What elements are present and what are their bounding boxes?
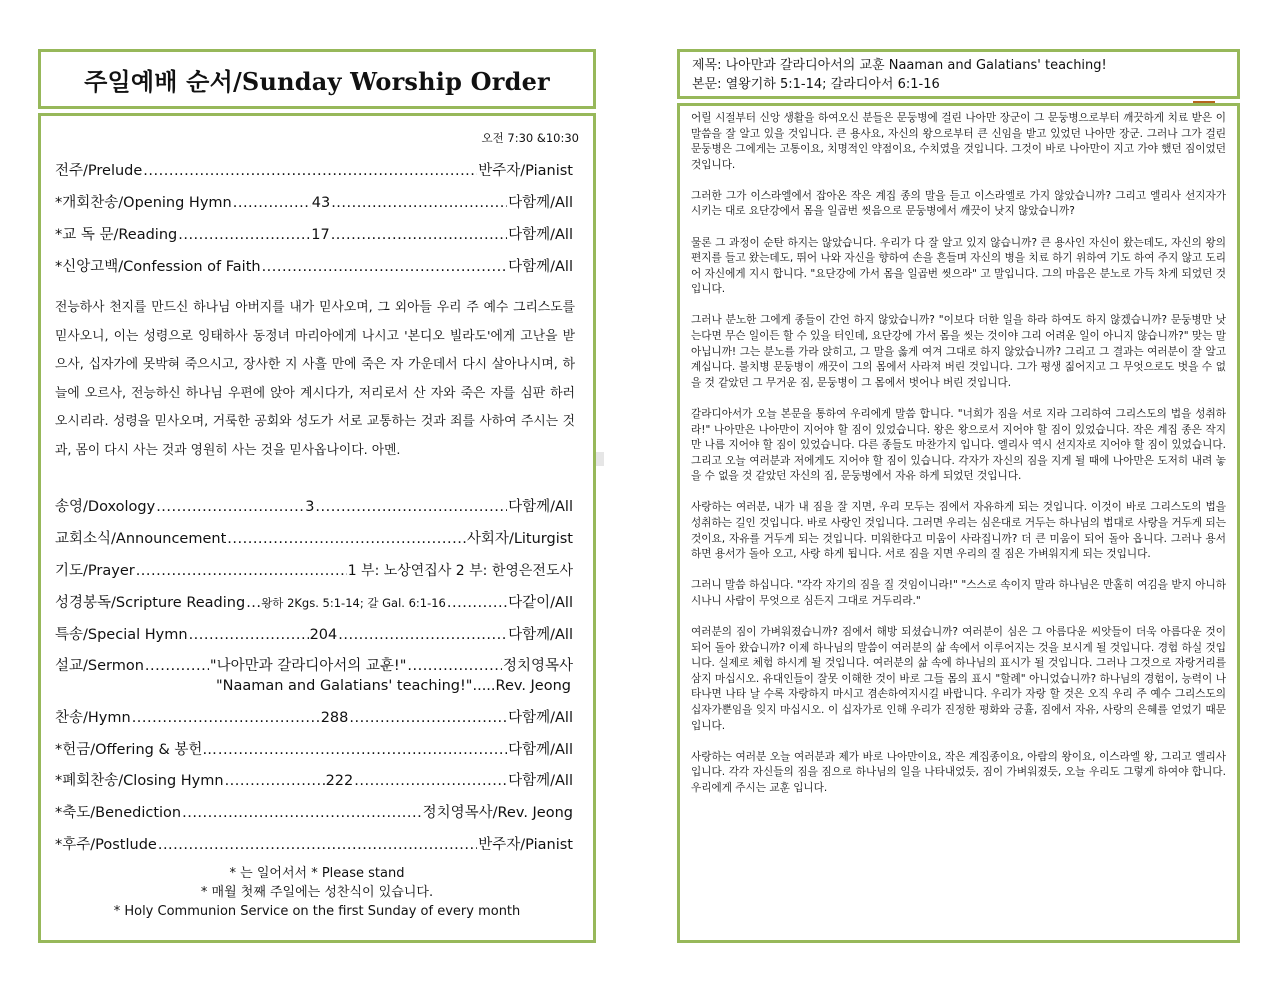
leader-dots <box>132 709 320 727</box>
sermon-title-korean: "나아만과 갈라디아서의 교훈!" <box>209 658 407 674</box>
order-item-scripture: 왕하 2Kgs. 5:1-14; 갈 Gal. 6:1-16 <box>261 596 446 610</box>
leader-dots <box>338 626 507 644</box>
sermon-header-box <box>677 49 1240 99</box>
worship-order-box <box>38 113 596 943</box>
order-item-closing-hymn <box>55 772 573 790</box>
leader-dots <box>182 804 421 822</box>
order-item-leader: 반주자/Pianist <box>478 163 573 179</box>
order-item-opening-hymn <box>55 194 573 212</box>
order-item-sermon <box>55 657 573 675</box>
sermon-paragraph: 그러한 그가 이스라엘에서 잡아온 작은 계집 종의 말을 듣고 이스라엘로 가지 않았습니까? 그리고 엘리사 선지자가 시키는 대로 요단강에서 몸을 일곱번 씻음으로 문둥병에서 깨끗이 낫지 않았습니까? <box>691 189 1226 218</box>
order-item-number: 3 <box>305 499 315 515</box>
order-item-number: 222 <box>325 773 354 789</box>
order-item-label: 성경봉독/Scripture Reading <box>55 595 246 611</box>
leader-dots <box>315 498 507 516</box>
leader-dots <box>349 709 507 727</box>
order-item-doxology <box>55 498 573 516</box>
leader-dots <box>354 772 507 790</box>
leader-dots <box>331 194 507 212</box>
fold-mark <box>596 452 604 466</box>
order-item-hymn <box>55 709 573 727</box>
order-item-leader: 반주자/Pianist <box>478 837 573 853</box>
order-item-announcement <box>55 530 573 548</box>
footnotes <box>41 864 593 921</box>
order-item-leader: 다함께/All <box>508 259 573 275</box>
leader-dots <box>178 226 310 244</box>
order-item-leader: 다함께/All <box>508 773 573 789</box>
leader-dots <box>227 530 466 548</box>
order-item-offering <box>55 741 573 759</box>
sermon-paragraph: 여러분의 짐이 가벼워졌습니까? 짐에서 해방 되셨습니까? 여러분이 심은 그 아름다운 씨앗들이 더욱 아름다운 것이 되어 돌아 왔습니까? 이제 하나님의 말씀이 여러분의 삶 속에서 이루어지는 것을 보시게 될 것입니다. 경험 하실 것입니다. 실제로 체험 하시게 될 것입니다. 여러분의 삶 속에 하나님의 표시가 될 것입니다. 그러나 그것으로 자랑거리를 삼지 마십시오. 유대인들이 잘못 이해한 것이 바로 그들 몸의 표시 "할례" 아니었습니까? 하나님의 경험이, 능력이 나타나면 나타 날 수록 자랑하지 마시고 겸손하여지시길 바랍니다. 우리가 자랑 할 것은 오직 우리 주 예수 그리스도의 십자가뿐임을 잊지 마십시오. 이 십자가로 인해 우리가 진정한 평화와 긍휼, 짐에서 자유, 사랑의 은혜를 얻었기 때문입니다. <box>691 625 1226 732</box>
sermon-paragraph: 그러니 말씀 하십니다. "각각 자기의 짐을 질 것임이니라!" "스스로 속이지 말라 하나님은 만홀히 여김을 받지 아니하시나니 사람이 무엇으로 심든지 그대로 거두리라." <box>691 579 1226 607</box>
sermon-paragraph: 어릴 시절부터 신앙 생활을 하여오신 분들은 문둥병에 걸린 나아만 장군이 그 문둥병으로부터 깨끗하게 치료 받은 이 말씀을 잘 알고 있을 것입니다. 큰 용사요, 자신의 왕으로부터 큰 신임을 받고 있었던 나아만 장군. 그러나 그가 걸린 문둥병은 그에게는 고통이요, 치명적인 약점이요, 수치였을 것입니다. 그것이 바로 나아만이 지고 가야 했던 짐이었던 것입니다. <box>691 112 1226 171</box>
footnote-communion-english: * Holy Communion Service on the first Sunday of every month <box>113 904 521 919</box>
page-title: 주일예배 순서/Sunday Worship Order <box>84 66 550 96</box>
order-item-label: 찬송/Hymn <box>55 710 131 726</box>
order-item-confession <box>55 258 573 276</box>
service-times: 오전 7:30 &10:30 <box>481 131 579 145</box>
leader-dots <box>156 498 304 516</box>
sermon-paragraph: 사랑하는 여러분, 내가 내 짐을 잘 지면, 우리 모두는 짐에서 자유하게 되는 것입니다. 이것이 바로 그리스도의 법을 성취하는 길인 것입니다. 바로 사랑인 것입니다. 그러면 우리는 심은대로 거두는 하나님의 법대로 사랑을 거두게 되는 것이요, 자유를 거두게 되는 것입니다. 미워한다고 미움이 사라집니까? 더 큰 미움이 되어 돌아 옵니다. 그러나 용서 하면 용서가 돌아 오고, 사랑 하게 됩니다. 서로 짐을 지면 우리의 질 짐은 가벼워지게 되는 것입니다. <box>691 501 1226 561</box>
leader-dots <box>233 194 311 212</box>
order-item-label: *후주/Postlude <box>55 837 157 853</box>
leader-dots <box>145 657 209 675</box>
order-item-label: 설교/Sermon <box>55 658 144 674</box>
order-item-scripture-reading <box>55 594 573 612</box>
order-item-label: 기도/Prayer <box>55 563 135 579</box>
order-item-label: 교회소식/Announcement <box>55 531 227 547</box>
order-item-leader: 다같이/All <box>508 595 573 611</box>
order-item-leader: 정치영목사 <box>502 658 573 674</box>
order-item-leader: 다함께/All <box>508 627 573 643</box>
sermon-title-english: "Naaman and Galatians' teaching!".....Rev. Jeong <box>215 678 571 694</box>
order-item-number: 17 <box>311 227 330 243</box>
order-item-label: 송영/Doxology <box>55 499 156 515</box>
leader-dots <box>136 562 347 580</box>
order-item-label: 전주/Prelude <box>55 163 143 179</box>
order-item-label: *폐회찬송/Closing Hymn <box>55 773 224 789</box>
order-item-prelude <box>55 162 573 180</box>
order-item-label: *헌금/Offering & 봉헌… <box>55 742 217 758</box>
order-item-label: *축도/Benediction <box>55 805 182 821</box>
sermon-paragraph: 그러나 분노한 그에게 종들이 간언 하지 않았습니까? "이보다 더한 일을 하라 하여도 하지 않겠습니까? 문둥병만 낫는다면 무슨 일이든 할 수 있을 터인데, 요단강에 가서 몸을 씻는 것이야 그리 어려운 일이 아니지 않습니까?" 맞는 말 아닙니까! 그는 분노를 가라 앉히고, 그 말을 옳게 여겨 그대로 하지 않았습니까? 그리고 그 결과는 여러분이 잘 알고 계십니다. 불치병 문둥병이 깨끗이 그의 몸에서 사라져 버린 것입니다. 그가 평생 짊어지고 그 무엇으로도 벗을 수 없을 것 같았던 그 무거운 짐, 문둥병이 그 몸에서 벗어나 버린 것입니다. <box>691 314 1226 389</box>
sermon-paragraph: 갈라디아서가 오늘 본문을 통하여 우리에게 말씀 합니다. "너희가 짐을 서로 지라 그리하여 그리스도의 법을 성취하라!" 나아만은 나아만이 지어야 할 짐이 있었습니다. 왕은 왕으로서 지어야 할 짐이 있었습니다. 작은 계집 종은 작지만 나름 지어야 할 짐이 있었습니다. 다른 종들도 마찬가지 입니다. 엘리사 역시 선지자로 지어야 할 짐이 있었습니다. 그리고 오늘 여러분과 저에게도 지어야 할 짐이 있습니다. 각자가 자신의 짐을 지게 될 때에 나아만은 도저히 내려 놓을 수 없을 것 같았던 자신의 짐, 문둥병에서 자유 하게 되었던 것입니다. <box>691 407 1226 483</box>
leader-dots <box>331 226 507 244</box>
order-item-leader: 사회자/Liturgist <box>466 531 573 547</box>
order-item-prayer <box>55 562 573 580</box>
footnote-stand: * 는 일어서서 * Please stand <box>229 866 405 881</box>
worship-order-title-box <box>38 49 596 109</box>
order-item-leader: 1 부: 노상연집사 2 부: 한영은전도사 <box>347 563 573 579</box>
order-item-leader: 다함께/All <box>508 742 573 758</box>
sermon-body-box <box>677 103 1240 943</box>
order-item-benediction <box>55 804 573 822</box>
leader-dots <box>407 657 502 675</box>
leader-dots <box>218 741 507 759</box>
sermon-paragraph: 물론 그 과정이 순탄 하지는 않았습니다. 우리가 다 잘 알고 있지 않습니까? 큰 용사인 자신이 왔는데도, 자신의 왕의 편지를 들고 왔는데도, 뛰어 나와 자신을 향하여 손을 흔들며 자신의 병을 치료 하기 위하여 기도 하여 주지 않고 도리어 자신에게 지시 합니다. "요단강에 가서 몸을 일곱번 씻으라" 고 말입니다. 그의 마음은 분노로 가득 차게 되었던 것입니다. <box>691 236 1226 296</box>
order-item-label: 특송/Special Hymn <box>55 627 188 643</box>
order-item-label: *교 독 문/Reading <box>55 227 178 243</box>
leader-dots <box>447 594 507 612</box>
order-item-number: 288 <box>320 710 349 726</box>
leader-dots <box>262 258 508 276</box>
leader-dots <box>158 836 477 854</box>
order-item-postlude <box>55 836 573 854</box>
order-item-leader: 정치영목사/Rev. Jeong <box>422 805 573 821</box>
apostles-creed: 전능하사 천지를 만드신 하나님 아버지를 내가 믿사오며, 그 외아들 우리 주 예수 그리스도를 믿사오니, 이는 성령으로 잉태하사 동정녀 마리아에게 나시고 '본디오 빌라도'에게 고난을 받으사, 십자가에 못박혀 죽으시고, 장사한 지 사흘 만에 죽은 자 가운데서 다시 살아나시며, 하늘에 오르사, 전능하신 하나님 우편에 앉아 계시다가, 저리로서 산 자와 죽은 자를 심판 하러 오시리라. 성령을 믿사오며, 거룩한 공회와 성도가 서로 교통하는 것과 죄를 사하여 주시는 것과, 몸이 다시 사는 것과 영원히 사는 것을 믿사옵나이다. 아멘. <box>55 300 575 458</box>
order-item-leader: 다함께/All <box>508 227 573 243</box>
leader-dots <box>143 162 477 180</box>
leader-dots <box>225 772 325 790</box>
order-item-number: 204 <box>309 627 338 643</box>
footnote-communion-korean: * 매월 첫째 주일에는 성찬식이 있습니다. <box>200 885 434 900</box>
order-item-number: 43 <box>311 195 331 211</box>
order-item-leader: 다함께/All <box>508 195 573 211</box>
leader-dots <box>246 594 260 612</box>
sermon-text-reference: 본문: 열왕기하 5:1-14; 갈라디아서 6:1-16 <box>692 77 940 92</box>
order-item-label: *개회찬송/Opening Hymn <box>55 195 232 211</box>
order-item-special-hymn <box>55 626 573 644</box>
order-item-label: *신앙고백/Confession of Faith <box>55 259 261 275</box>
order-item-leader: 다함께/All <box>508 710 573 726</box>
sermon-subject: 제목: 나아만과 갈라디아서의 교훈 Naaman and Galatians' teaching! <box>692 58 1107 73</box>
leader-dots <box>189 626 309 644</box>
order-item-reading <box>55 226 573 244</box>
order-item-leader: 다함께/All <box>508 499 573 515</box>
sermon-paragraph: 사랑하는 여러분 오늘 여러분과 제가 바로 나아만이요, 작은 계집종이요, 아람의 왕이요, 이스라엘 왕, 그리고 엘리사 입니다. 각각 자신들의 짐을 짐으로 하나님의 일을 나타내었듯, 짐이 가벼워졌듯, 오늘 우리도 그렇게 하여야 합니다. 우리에게 주시는 교훈 입니다. <box>691 750 1226 794</box>
